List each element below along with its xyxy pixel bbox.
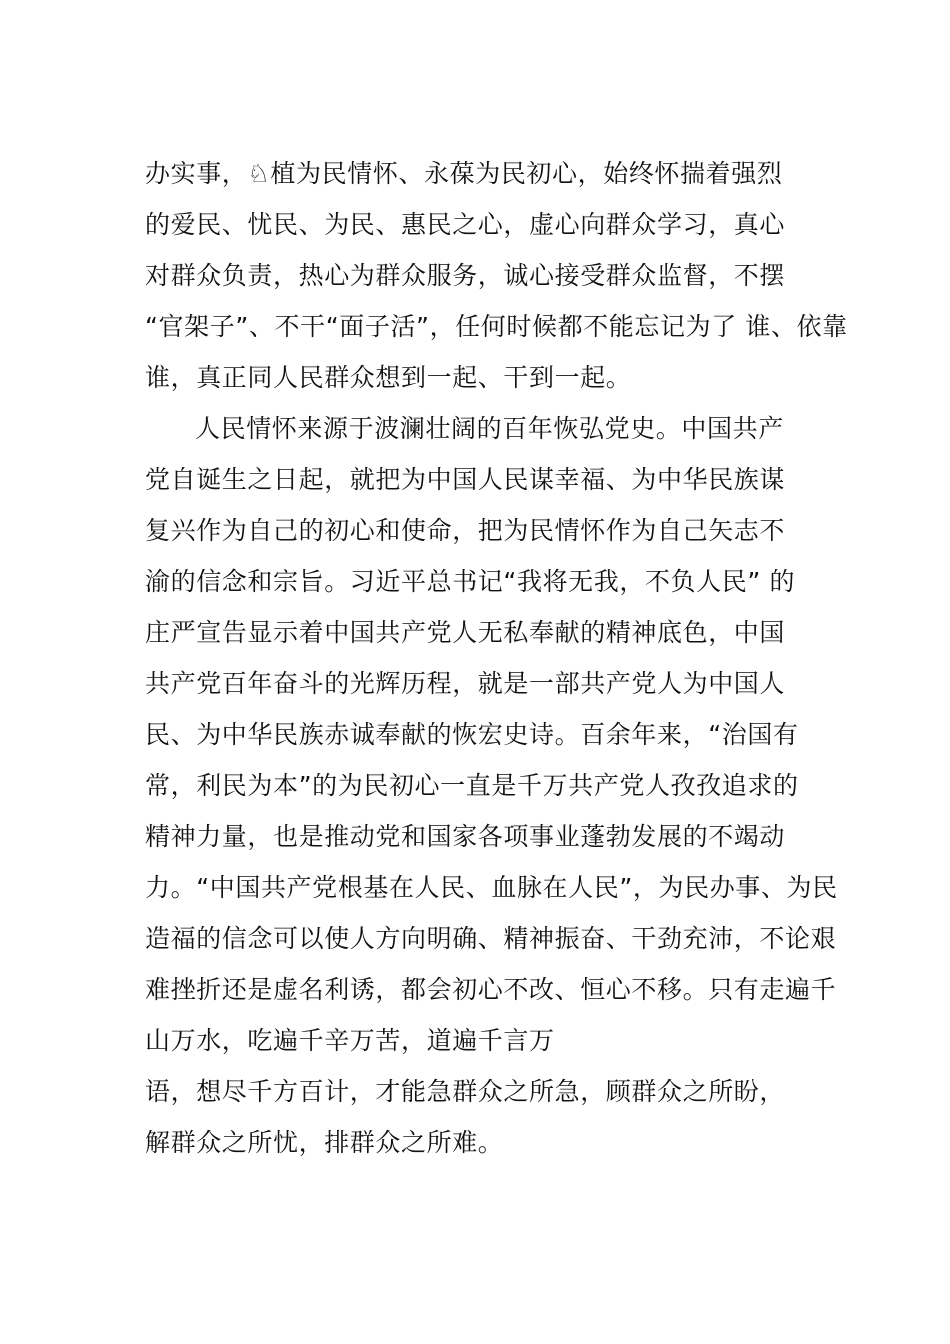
text-line-11: 共产党百年奋斗的光辉历程，就是一部共产党人为中国人 <box>145 669 786 698</box>
text-line-16: 造福的信念可以使人方向明确、精神振奋、干劲充沛，不论艰 <box>145 924 837 953</box>
text-line-9: 渝的信念和宗旨。习近平总书记“我将无我，不负人民” 的 <box>145 567 796 596</box>
text-line-13: 常，利民为本”的为民初心一直是千万共产党人孜孜追求的 <box>145 771 799 800</box>
paragraph-2-first-line: 人民情怀来源于波澜壮阔的百年恢弘党史。中国共产 <box>195 414 784 443</box>
text-line-3: 对群众负责，热心为群众服务，诚心接受群众监督，不摆 <box>145 261 786 290</box>
text-line-17: 难挫折还是虚名利诱，都会初心不改、恒心不移。只有走遍千 <box>145 975 837 1004</box>
text-line-1: 办实事，♘植为民情怀、永葆为民初心，始终怀揣着强烈 <box>145 159 783 188</box>
text-line-2: 的爱民、忧民、为民、惠民之心，虚心向群众学习，真心 <box>145 210 786 239</box>
text-line-5: 谁，真正同人民群众想到一起、干到一起。 <box>145 363 632 392</box>
text-line-18: 山万水，吃遍千辛万苦，道遍千言万 <box>145 1026 555 1055</box>
text-line-7: 党自诞生之日起，就把为中国人民谋幸福、为中华民族谋 <box>145 465 786 494</box>
text-line-19: 语，想尽千方百计，才能急群众之所急，顾群众之所盼， <box>145 1077 786 1106</box>
text-line-15: 力。“中国共产党根基在人民、血脉在人民”，为民办事、为民 <box>145 873 838 902</box>
text-line-4: “官架子”、不干“面子活”，任何时候都不能忘记为了 谁、依靠 <box>145 312 848 341</box>
text-line-14: 精神力量，也是推动党和国家各项事业蓬勃发展的不竭动 <box>145 822 786 851</box>
text-line-8: 复兴作为自己的初心和使命，把为民情怀作为自己矢志不 <box>145 516 786 545</box>
text-line-12: 民、为中华民族赤诚奉献的恢宏史诗。百余年来，“治国有 <box>145 720 799 749</box>
text-line-20: 解群众之所忧，排群众之所难。 <box>145 1128 504 1157</box>
text-line-10: 庄严宣告显示着中国共产党人无私奉献的精神底色，中国 <box>145 618 786 647</box>
